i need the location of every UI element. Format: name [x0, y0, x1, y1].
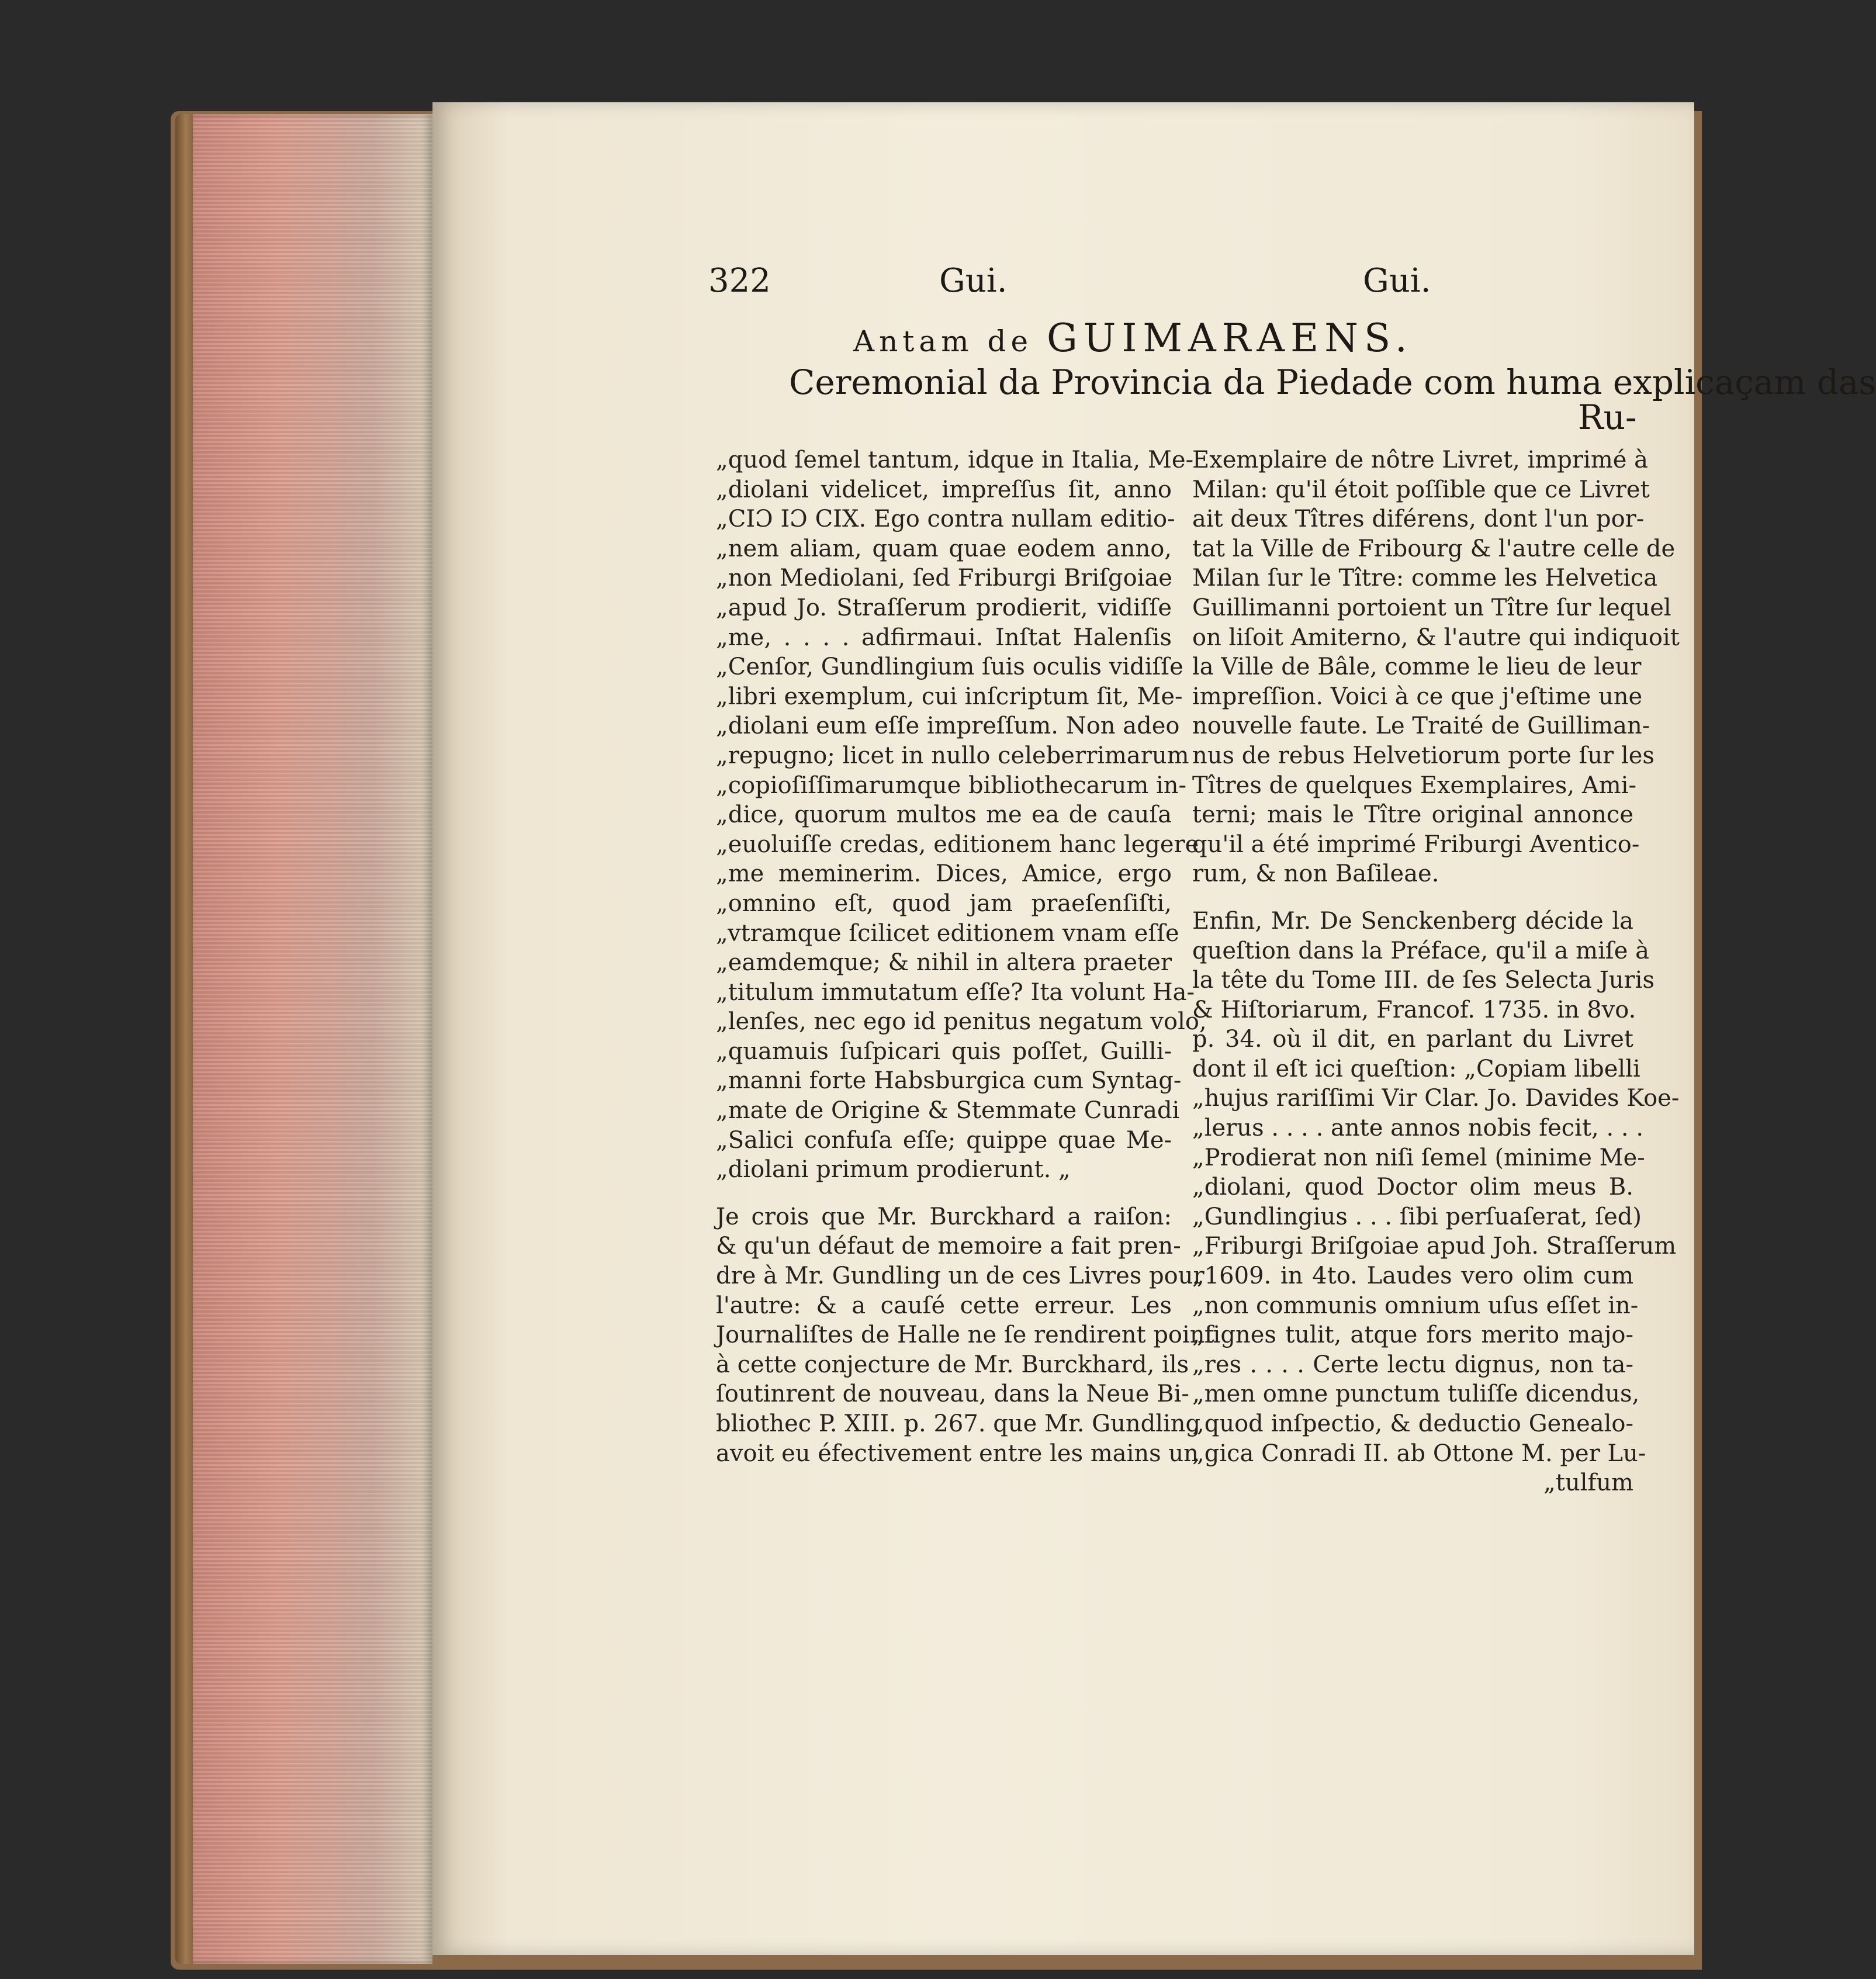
text-line: Tîtres de quelques Exemplaires, Ami-	[1192, 771, 1636, 799]
text-line: „quamuis ſuſpicari quis poſſet, Guilli-	[716, 1037, 1172, 1065]
entry-author	[853, 316, 1413, 361]
text-line: „mate de Origine & Stemmate Cunradi	[716, 1097, 1180, 1125]
text-line: „non Mediolani, ſed Friburgi Briſgoiae	[716, 565, 1172, 592]
text-line: Guillimanni portoient un Tître ſur lequel	[1192, 594, 1671, 621]
text-line: nouvelle faute. Le Traité de Guilliman-	[1192, 712, 1650, 740]
text-line: „eamdemque; & nihil in altera praeter	[716, 949, 1172, 977]
text-line: p. 34. où il dit, en parlant du Livret	[1192, 1026, 1633, 1053]
text-line: la tête du Tome III. de ſes Selecta Juris	[1192, 967, 1655, 994]
entry-title: Ceremonial da Provincia da Piedade com huma explicaçam das	[789, 362, 1876, 402]
text-line: „apud Jo. Straſſerum prodierit, vidiſſe	[716, 594, 1172, 621]
text-line: tat la Ville de Fribourg & l'autre celle de	[1192, 535, 1676, 562]
text-line: dre à Mr. Gundling un de ces Livres pour	[716, 1262, 1204, 1290]
text-line: „diolani videlicet, impreſſus ſit, anno	[716, 476, 1172, 503]
text-line: terni; mais le Tître original annonce	[1192, 801, 1633, 829]
running-head-left: Gui.	[939, 262, 1008, 300]
text-line: bliothec P. XIII. p. 267. que Mr. Gundling	[716, 1410, 1201, 1437]
text-line: impreſſion. Voici à ce que j'eſtime une	[1192, 683, 1643, 710]
entry-author-name: GUIMARAENS.	[1047, 316, 1413, 361]
text-line: & qu'un défaut de memoire a fait pren-	[716, 1233, 1181, 1260]
text-line: Journaliſtes de Halle ne ſe rendirent point	[716, 1321, 1214, 1349]
text-line: Exemplaire de nôtre Livret, imprimé à	[1192, 447, 1648, 473]
page-number: 322	[708, 262, 771, 300]
text-line: „me, . . . . adfirmaui. Inſtat Halenſis	[716, 624, 1172, 651]
text-line: l'autre: & a cauſé cette erreur. Les	[716, 1292, 1172, 1319]
right-column	[1192, 445, 1680, 1498]
right-paragraph-1	[1192, 445, 1680, 889]
text-line: „me meminerim. Dices, Amice, ergo	[716, 860, 1172, 888]
running-head-right: Gui.	[1363, 262, 1431, 300]
text-line: qu'il a été imprimé Friburgi Aventico-	[1192, 831, 1640, 858]
text-line: „Cenſor, Gundlingium ſuis oculis vidiſſe	[716, 653, 1183, 681]
text-line: Je crois que Mr. Burckhard a raiſon:	[716, 1203, 1172, 1230]
text-line: „euoluiſſe credas, editionem hanc legere	[716, 831, 1199, 858]
text-line: „vtramque ſcilicet editionem vnam eſſe	[716, 919, 1179, 947]
text-line: „diolani primum prodierunt. „	[716, 1156, 1071, 1184]
text-line: „titulum immutatum eſſe? Ita volunt Ha-	[716, 978, 1195, 1006]
text-line: dont il eſt ici queſtion: „Copiam libelli	[1192, 1055, 1640, 1082]
text-line: „omnino eſt, quod jam praeſenſiſti,	[716, 890, 1172, 917]
text-line: queſtion dans la Préface, qu'il a miſe à	[1192, 937, 1649, 964]
text-line: Milan: qu'il étoit poſſible que ce Livret	[1192, 476, 1650, 503]
text-line: „libri exemplum, cui inſcriptum ſit, Me-	[716, 683, 1183, 710]
text-line: „diolani eum eſſe impreſſum. Non adeo	[716, 712, 1180, 740]
left-paragraph-2	[716, 1202, 1214, 1468]
text-line: „lenſes, nec ego id penitus negatum volo,	[716, 1008, 1207, 1036]
text-line: à cette conjecture de Mr. Burckhard, ils	[716, 1351, 1189, 1378]
text-line: „nem aliam, quam quae eodem anno,	[716, 535, 1172, 562]
left-quote-paragraph	[716, 445, 1207, 1185]
running-head	[708, 257, 1632, 304]
text-line: Enfin, Mr. De Senckenberg décide la	[1192, 907, 1633, 935]
text-line: rum, & non Baſileae.	[1192, 860, 1439, 888]
book-spine-edge	[175, 114, 193, 1964]
entry-author-prefix: Antam de	[853, 324, 1047, 358]
text-line: „quod ſemel tantum, idque in Italia, Me-	[716, 447, 1194, 473]
text-line: „repugno; licet in nullo celeberrimarum	[716, 742, 1189, 769]
text-line: „copioſiſſimarumque bibliothecarum in-	[716, 771, 1187, 799]
text-line: „manni forte Habsburgica cum Syntag-	[716, 1067, 1182, 1095]
text-line: „dice, quorum multos me ea de cauſa	[716, 801, 1172, 829]
text-line: „1609. in 4to. Laudes vero olim cum	[1192, 1262, 1633, 1290]
entry-title-continuation: Ru-	[1578, 397, 1637, 437]
text-line: „res . . . . Certe lectu dignus, non ta-	[1192, 1351, 1633, 1378]
text-line: „Friburgi Briſgoiae apud Joh. Straſſerum	[1192, 1233, 1677, 1260]
text-line: „gica Conradi II. ab Ottone M. per Lu-	[1192, 1440, 1646, 1467]
text-line: la Ville de Bâle, comme le lieu de leur	[1192, 653, 1642, 681]
text-line: „lerus . . . . ante annos nobis fecit, . . .	[1192, 1115, 1644, 1142]
text-line: Milan ſur le Tître: comme les Helvetica	[1192, 565, 1658, 592]
text-line: „Salici confuſa eſſe; quippe quae Me-	[716, 1126, 1172, 1154]
left-column	[716, 445, 1214, 1468]
text-line: „Gundlingius . . . ſibi perſuaſerat, ſed)	[1192, 1203, 1642, 1230]
text-line: nus de rebus Helvetiorum porte ſur les	[1192, 742, 1655, 769]
text-line: „hujus rariſſimi Vir Clar. Jo. Davides Koe-	[1192, 1085, 1680, 1112]
paragraph-gap	[716, 1185, 1172, 1202]
text-line: „ſignes tulit, atque fors merito majo-	[1192, 1321, 1633, 1349]
text-line: ait deux Tîtres diférens, dont l'un por-	[1192, 506, 1645, 533]
text-line: „quod inſpectio, & deductio Genealo-	[1192, 1410, 1633, 1437]
text-line: „non communis omnium uſus eſſet in-	[1192, 1292, 1639, 1319]
text-line: „Prodierat non niſi ſemel (minime Me-	[1192, 1144, 1645, 1171]
paragraph-gap	[1192, 889, 1633, 907]
text-line: „diolani, quod Doctor olim meus B.	[1192, 1174, 1633, 1201]
text-line: ſoutinrent de nouveau, dans la Neue Bi-	[716, 1381, 1189, 1408]
text-line: & Hiſtoriarum, Francof. 1735. in 8vo.	[1192, 996, 1636, 1023]
text-line: „CIƆ IƆ CIX. Ego contra nullam editio-	[716, 506, 1175, 533]
text-line: on liſoit Amiterno, & l'autre qui indiquoit	[1192, 624, 1680, 651]
text-line: avoit eu éfectivement entre les mains un	[716, 1440, 1199, 1467]
right-paragraph-2	[1192, 907, 1680, 1498]
page-edges	[193, 114, 432, 1964]
text-line: „men omne punctum tuliſſe dicendus,	[1192, 1381, 1640, 1408]
catchword: „tulfum	[1543, 1469, 1633, 1497]
